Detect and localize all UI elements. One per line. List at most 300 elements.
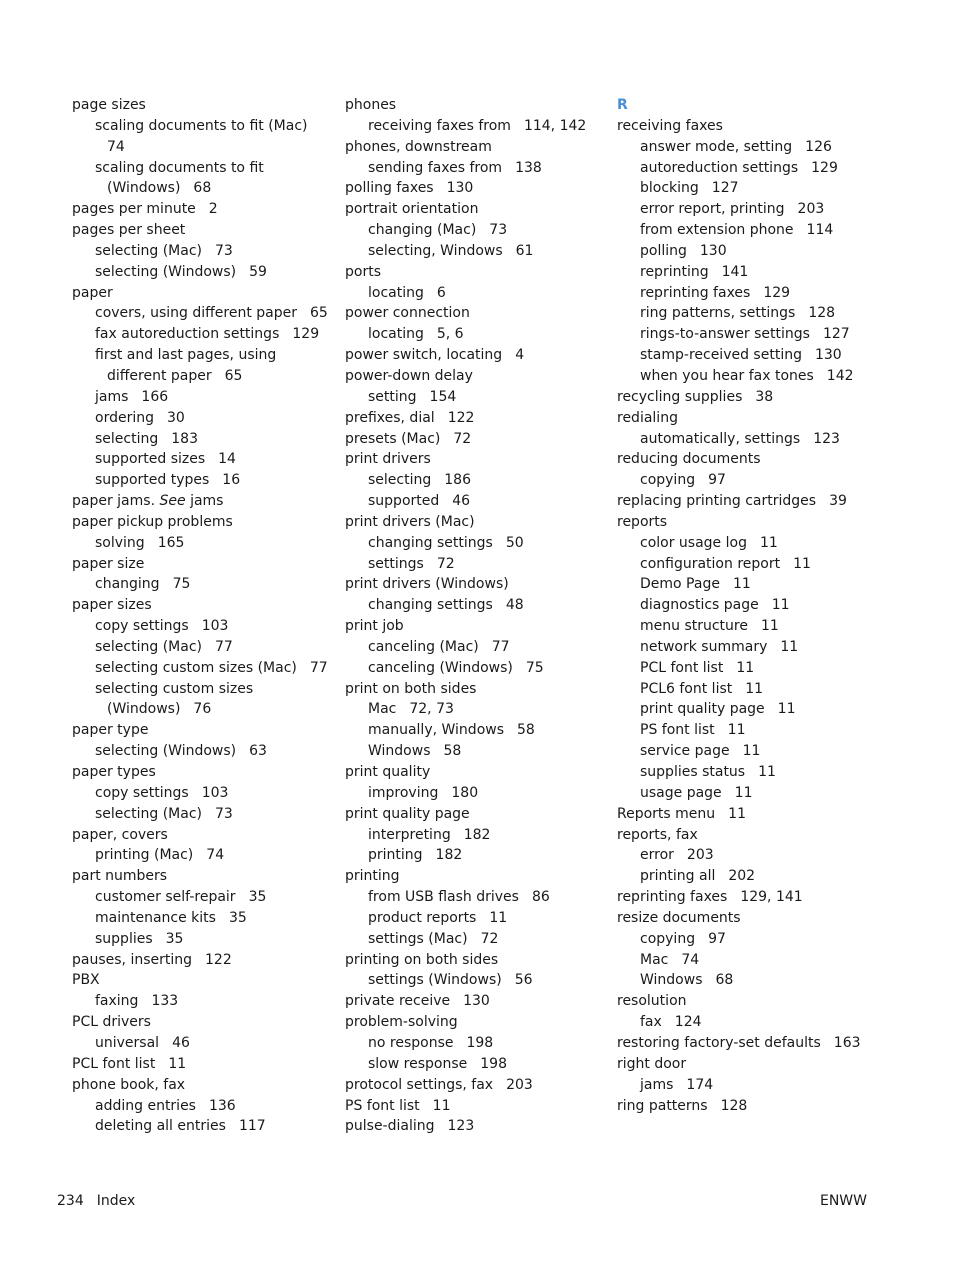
index-entry <box>345 449 610 470</box>
index-entry <box>72 262 337 283</box>
index-entry <box>617 741 882 762</box>
entry-page-refs[interactable]: 77 <box>491 638 510 655</box>
index-entry <box>345 158 610 179</box>
index-entry <box>345 574 610 595</box>
entry-term: resolution <box>617 993 687 1010</box>
entry-page-refs[interactable]: 65 <box>310 305 328 322</box>
entry-page-refs[interactable]: 5, 6 <box>436 326 464 343</box>
entry-term: settings (Windows) <box>368 972 502 989</box>
entry-page-refs[interactable]: 59 <box>249 263 267 280</box>
index-entry <box>72 825 337 846</box>
index-entry <box>345 366 610 387</box>
entry-page-refs[interactable]: 11 <box>732 576 751 593</box>
index-entry <box>72 679 337 700</box>
entry-term: changing settings <box>368 597 493 614</box>
entry-term: changing settings <box>368 534 493 551</box>
entry-term: changing (Mac) <box>368 222 477 239</box>
index-entry <box>345 95 610 116</box>
entry-term: restoring factory-set defaults <box>617 1034 821 1051</box>
entry-page-refs[interactable]: 203 <box>797 201 825 218</box>
entry-page-refs[interactable]: 163 <box>833 1034 861 1051</box>
entry-page-refs[interactable]: 75 <box>525 659 544 676</box>
entry-page-refs[interactable]: 166 <box>141 388 169 405</box>
entry-term: error report, printing <box>640 201 785 218</box>
entry-term: paper <box>72 284 113 301</box>
index-entry <box>345 241 610 262</box>
entry-term: supplies status <box>640 764 746 780</box>
index-entry <box>72 991 337 1012</box>
entry-page-refs[interactable]: 72 <box>480 930 499 947</box>
index-entry <box>72 303 337 324</box>
entry-term: print on both sides <box>345 680 477 697</box>
entry-page-refs[interactable]: 97 <box>708 930 726 947</box>
entry-page-refs[interactable]: 128 <box>720 1097 748 1114</box>
entry-term: ordering <box>95 409 154 426</box>
entry-term: recycling supplies <box>617 388 743 405</box>
entry-term: ring patterns, settings <box>640 305 796 322</box>
page-footer-left <box>57 1191 135 1211</box>
entry-term: canceling (Mac) <box>368 638 479 655</box>
entry-page-refs[interactable]: 11 <box>489 909 508 926</box>
entry-term: selecting (Windows) <box>95 743 237 760</box>
entry-term: pages per sheet <box>72 222 186 239</box>
entry-page-refs[interactable]: 11 <box>793 555 811 572</box>
entry-page-refs[interactable]: 141 <box>721 263 749 280</box>
entry-page-refs[interactable]: 130 <box>446 180 474 197</box>
index-entry <box>617 158 882 179</box>
entry-page-refs[interactable]: 129 <box>292 326 320 343</box>
index-entry <box>72 283 337 304</box>
entry-page-refs[interactable]: 183 <box>171 430 198 447</box>
index-entry <box>345 512 610 533</box>
index-entry <box>617 866 882 887</box>
entry-term: sending faxes from <box>368 159 503 176</box>
index-entry <box>72 449 337 470</box>
entry-page-refs[interactable]: 127 <box>822 326 850 343</box>
entry-term: problem-solving <box>345 1014 458 1031</box>
index-entry <box>617 345 882 366</box>
entry-term: settings (Mac) <box>368 930 468 947</box>
index-entry <box>617 262 882 283</box>
entry-term: PS font list <box>345 1097 420 1114</box>
entry-page-refs[interactable]: 65 <box>224 367 243 384</box>
index-entry <box>345 929 610 950</box>
index-entry <box>345 491 610 512</box>
entry-page-refs[interactable]: 63 <box>249 743 267 760</box>
entry-term: locating <box>368 284 424 301</box>
entry-page-refs[interactable]: 39 <box>829 493 847 510</box>
index-entry <box>617 137 882 158</box>
entry-term: power switch, locating <box>345 347 503 364</box>
index-entry <box>72 1096 337 1117</box>
entry-term: selecting (Windows) <box>95 263 237 280</box>
entry-page-refs[interactable]: 198 <box>466 1034 494 1051</box>
entry-page-refs[interactable]: 202 <box>728 868 756 885</box>
entry-page-refs[interactable]: 122 <box>447 409 475 426</box>
entry-term: printing <box>368 847 423 864</box>
entry-page-refs[interactable]: 72 <box>453 430 472 447</box>
index-entry <box>345 1054 610 1075</box>
entry-term: supported types <box>95 472 210 489</box>
index-entry <box>72 950 337 971</box>
entry-term: jams <box>95 388 129 405</box>
entry-term: color usage log <box>640 534 747 551</box>
entry-page-refs[interactable]: 73 <box>489 222 508 239</box>
index-entry <box>72 408 337 429</box>
page-footer-right: ENWW <box>819 1193 867 1209</box>
entry-term: slow response <box>368 1055 468 1072</box>
entry-term: pulse-dialing <box>345 1118 435 1135</box>
index-entry <box>617 762 882 783</box>
entry-term: receiving faxes from <box>368 117 511 134</box>
entry-page-refs[interactable]: 11 <box>780 638 799 655</box>
entry-page-refs[interactable]: 58 <box>517 722 535 739</box>
index-entry <box>72 137 337 158</box>
entry-term: different paper <box>107 367 212 384</box>
entry-term: PBX <box>72 972 100 989</box>
index-entry <box>72 1116 337 1137</box>
entry-page-refs[interactable]: 129 <box>811 159 838 176</box>
entry-page-refs[interactable]: 138 <box>515 159 542 176</box>
entry-term: portrait orientation <box>345 201 479 218</box>
entry-term: supported <box>368 493 440 510</box>
entry-term: Demo Page <box>640 576 720 593</box>
index-entry <box>345 1012 610 1033</box>
index-entry <box>617 199 882 220</box>
entry-term: print quality <box>345 764 431 780</box>
index-entry <box>72 1033 337 1054</box>
entry-term: pauses, inserting <box>72 951 193 968</box>
entry-term: blocking <box>640 180 699 197</box>
entry-page-refs[interactable]: 129 <box>763 284 791 301</box>
entry-term: prefixes, dial <box>345 409 435 426</box>
entry-page-refs[interactable]: 68 <box>715 972 734 989</box>
index-entry <box>345 845 610 866</box>
entry-term: print drivers (Windows) <box>345 576 509 593</box>
entry-term: Mac <box>640 951 669 968</box>
index-entry <box>345 1116 610 1137</box>
entry-page-refs[interactable]: 48 <box>505 597 524 614</box>
entry-term: when you hear fax tones <box>640 367 814 384</box>
entry-page-refs[interactable]: 126 <box>805 138 832 155</box>
entry-term: power connection <box>345 305 470 322</box>
entry-page-refs[interactable]: 130 <box>699 242 727 259</box>
entry-page-refs[interactable]: 68 <box>193 180 212 197</box>
entry-term: printing <box>345 868 400 885</box>
entry-page-refs[interactable]: 103 <box>201 618 229 635</box>
index-entry <box>345 741 610 762</box>
entry-page-refs[interactable]: 182 <box>463 826 491 843</box>
entry-term: right door <box>617 1055 687 1072</box>
entry-term: paper sizes <box>72 597 152 614</box>
entry-page-refs[interactable]: 142 <box>826 367 854 384</box>
entry-page-refs[interactable]: 73 <box>214 805 233 822</box>
index-entry <box>72 470 337 491</box>
entry-page-refs[interactable]: 11 <box>760 618 779 635</box>
entry-page-refs[interactable]: 133 <box>151 993 179 1010</box>
entry-term: from extension phone <box>640 222 794 239</box>
entry-page-refs[interactable]: 11 <box>727 722 746 739</box>
entry-page-refs[interactable]: 11 <box>742 743 761 760</box>
entry-term: automatically, settings <box>640 430 801 447</box>
index-entry <box>617 616 882 637</box>
entry-page-refs[interactable]: 186 <box>444 472 471 489</box>
entry-page-refs[interactable]: 122 <box>205 951 232 968</box>
index-column-2 <box>345 95 610 1137</box>
entry-page-refs[interactable]: 35 <box>228 909 247 926</box>
index-entry <box>617 283 882 304</box>
index-entry <box>72 512 337 533</box>
entry-term: protocol settings, fax <box>345 1076 494 1093</box>
entry-page-refs[interactable]: 203 <box>506 1076 533 1093</box>
index-entry <box>617 324 882 345</box>
entry-term: answer mode, setting <box>640 138 793 155</box>
index-entry <box>72 699 337 720</box>
entry-page-refs[interactable]: 97 <box>708 472 726 489</box>
entry-term: PS font list <box>640 722 715 739</box>
entry-page-refs[interactable]: 77 <box>214 638 233 655</box>
index-entry <box>72 762 337 783</box>
index-entry <box>72 387 337 408</box>
entry-page-refs[interactable]: 136 <box>208 1097 236 1114</box>
index-entry <box>345 178 610 199</box>
index-entry <box>72 533 337 554</box>
entry-term: scaling documents to fit <box>95 159 264 176</box>
entry-term: printing on both sides <box>345 951 499 968</box>
entry-page-refs[interactable]: 76 <box>193 701 212 718</box>
index-entry <box>72 491 337 512</box>
index-entry <box>617 595 882 616</box>
entry-page-refs[interactable]: 58 <box>443 743 462 760</box>
entry-page-refs[interactable]: 56 <box>514 972 533 989</box>
entry-term: reducing documents <box>617 451 761 468</box>
index-entry <box>345 637 610 658</box>
section-name: Index <box>96 1193 136 1209</box>
entry-term: no response <box>368 1034 454 1051</box>
entry-page-refs[interactable]: 11 <box>745 680 764 697</box>
entry-page-refs[interactable]: 11 <box>777 701 796 718</box>
entry-page-refs[interactable]: 129, 141 <box>740 889 803 906</box>
entry-term: selecting, Windows <box>368 242 503 259</box>
entry-term: usage page <box>640 784 722 801</box>
entry-page-refs[interactable]: 11 <box>432 1097 451 1114</box>
entry-term: solving <box>95 534 145 551</box>
entry-page-refs[interactable]: 182 <box>435 847 463 864</box>
entry-page-refs[interactable]: 114, 142 <box>523 117 587 134</box>
entry-page-refs[interactable]: 198 <box>480 1055 507 1072</box>
entry-term: reports, fax <box>617 826 698 843</box>
index-entry <box>617 825 882 846</box>
entry-term: jams <box>640 1076 674 1093</box>
entry-page-refs[interactable]: 123 <box>813 430 840 447</box>
index-entry <box>617 241 882 262</box>
entry-term: print drivers <box>345 451 431 468</box>
entry-page-refs[interactable]: 30 <box>166 409 185 426</box>
entry-term: universal <box>95 1034 160 1051</box>
entry-page-refs[interactable]: 46 <box>452 493 471 510</box>
entry-page-refs[interactable]: 86 <box>531 889 550 906</box>
index-entry <box>72 95 337 116</box>
entry-page-refs[interactable]: 165 <box>157 534 185 551</box>
entry-term: configuration report <box>640 555 781 572</box>
index-entry <box>345 804 610 825</box>
entry-term: phones, downstream <box>345 138 492 155</box>
index-entry <box>617 387 882 408</box>
entry-page-refs[interactable]: 128 <box>808 305 836 322</box>
index-entry <box>72 845 337 866</box>
entry-page-refs[interactable]: 117 <box>238 1118 266 1135</box>
see-reference-target[interactable]: jams <box>190 493 224 510</box>
index-entry <box>345 1075 610 1096</box>
entry-page-refs[interactable]: 74 <box>206 847 225 864</box>
index-entry <box>72 908 337 929</box>
entry-term: menu structure <box>640 618 748 635</box>
entry-term: paper size <box>72 555 145 572</box>
entry-term: print job <box>345 618 404 635</box>
entry-page-refs[interactable]: 2 <box>208 201 218 218</box>
index-entry <box>617 1054 882 1075</box>
entry-page-refs[interactable]: 73 <box>214 242 233 259</box>
index-entry <box>617 658 882 679</box>
index-entry <box>72 741 337 762</box>
entry-page-refs[interactable]: 114 <box>806 222 834 239</box>
entry-term: settings <box>368 555 424 572</box>
entry-term: paper, covers <box>72 826 168 843</box>
entry-term: phones <box>345 97 397 113</box>
entry-page-refs[interactable]: 72, 73 <box>409 701 454 718</box>
entry-term: first and last pages, using <box>95 347 277 364</box>
entry-page-refs[interactable]: 46 <box>172 1034 190 1051</box>
entry-term: locating <box>368 326 424 343</box>
entry-page-refs[interactable]: 154 <box>429 388 457 405</box>
index-entry <box>345 283 610 304</box>
entry-page-refs[interactable]: 35 <box>248 889 267 906</box>
entry-page-refs[interactable]: 11 <box>734 784 753 801</box>
entry-page-refs[interactable]: 127 <box>711 180 739 197</box>
index-entry <box>72 158 337 179</box>
entry-page-refs[interactable]: 72 <box>436 555 455 572</box>
index-entry <box>345 470 610 491</box>
entry-term: autoreduction settings <box>640 159 799 176</box>
entry-term: canceling (Windows) <box>368 659 513 676</box>
entry-page-refs[interactable]: 74 <box>681 951 700 968</box>
entry-term: presets (Mac) <box>345 430 441 447</box>
index-entry <box>345 866 610 887</box>
entry-term: fax <box>640 1014 662 1031</box>
entry-page-refs[interactable]: 16 <box>222 472 241 489</box>
index-entry <box>617 220 882 241</box>
entry-term: selecting (Mac) <box>95 805 202 822</box>
entry-term: receiving faxes <box>617 117 723 134</box>
entry-term: selecting custom sizes (Mac) <box>95 659 297 676</box>
entry-page-refs[interactable]: 11 <box>736 659 755 676</box>
entry-page-refs[interactable]: 35 <box>165 930 184 947</box>
entry-page-refs[interactable]: 75 <box>172 576 191 593</box>
index-entry <box>345 679 610 700</box>
entry-page-refs[interactable]: 11 <box>759 534 778 551</box>
entry-page-refs[interactable]: 11 <box>758 764 776 780</box>
entry-page-refs[interactable]: 130 <box>463 993 490 1010</box>
entry-page-refs[interactable]: 124 <box>674 1014 702 1031</box>
entry-term: selecting <box>95 430 159 447</box>
index-column-3 <box>617 95 882 1116</box>
entry-term: reprinting <box>640 263 709 280</box>
index-entry <box>345 137 610 158</box>
index-entry <box>617 929 882 950</box>
entry-term: ring patterns <box>617 1097 708 1114</box>
index-entry <box>617 804 882 825</box>
index-entry <box>72 1012 337 1033</box>
index-entry <box>345 616 610 637</box>
entry-term: service page <box>640 743 730 760</box>
entry-term: changing <box>95 576 160 593</box>
entry-page-refs[interactable]: 123 <box>447 1118 475 1135</box>
entry-term: maintenance kits <box>95 909 216 926</box>
index-entry <box>345 658 610 679</box>
entry-term: print drivers (Mac) <box>345 513 475 530</box>
index-entry <box>617 574 882 595</box>
entry-page-refs[interactable]: 203 <box>686 847 714 864</box>
index-entry <box>617 116 882 137</box>
entry-term: phone book, fax <box>72 1076 186 1093</box>
entry-page-refs[interactable]: 174 <box>686 1076 714 1093</box>
entry-page-refs[interactable]: 4 <box>515 347 525 364</box>
entry-term: power-down delay <box>345 367 473 384</box>
entry-page-refs[interactable]: 50 <box>505 534 524 551</box>
entry-term: Reports menu <box>617 805 716 822</box>
index-entry <box>345 699 610 720</box>
entry-page-refs[interactable]: 74 <box>107 138 125 155</box>
entry-term: print quality page <box>640 701 765 718</box>
entry-page-refs[interactable]: 11 <box>771 597 790 614</box>
index-entry <box>617 720 882 741</box>
entry-term: Mac <box>368 701 397 718</box>
entry-page-refs[interactable]: 11 <box>728 805 746 822</box>
index-entry <box>617 950 882 971</box>
entry-page-refs[interactable]: 130 <box>814 347 842 364</box>
entry-term: Windows <box>640 972 703 989</box>
entry-term: copy settings <box>95 618 189 635</box>
index-entry <box>345 116 610 137</box>
entry-page-refs[interactable]: 6 <box>436 284 446 301</box>
index-entry <box>617 1075 882 1096</box>
entry-page-refs[interactable]: 180 <box>451 784 479 801</box>
entry-page-refs[interactable]: 103 <box>201 784 229 801</box>
entry-term: copy settings <box>95 784 189 801</box>
entry-page-refs[interactable]: 11 <box>168 1055 187 1072</box>
index-entry <box>345 387 610 408</box>
entry-page-refs[interactable]: 61 <box>515 242 534 259</box>
entry-page-refs[interactable]: 38 <box>755 388 774 405</box>
entry-term: error <box>640 847 674 864</box>
entry-term: supported sizes <box>95 451 206 468</box>
index-entry <box>617 178 882 199</box>
entry-term: interpreting <box>368 826 451 843</box>
index-entry <box>345 533 610 554</box>
entry-page-refs[interactable]: 77 <box>309 659 328 676</box>
index-entry <box>72 658 337 679</box>
entry-term: faxing <box>95 993 139 1010</box>
index-entry <box>617 366 882 387</box>
index-entry <box>345 199 610 220</box>
index-entry <box>617 470 882 491</box>
entry-page-refs[interactable]: 14 <box>218 451 236 468</box>
index-entry <box>345 783 610 804</box>
entry-term: reports <box>617 513 668 530</box>
index-entry <box>617 554 882 575</box>
index-entry <box>617 679 882 700</box>
entry-term: (Windows) <box>107 180 181 197</box>
